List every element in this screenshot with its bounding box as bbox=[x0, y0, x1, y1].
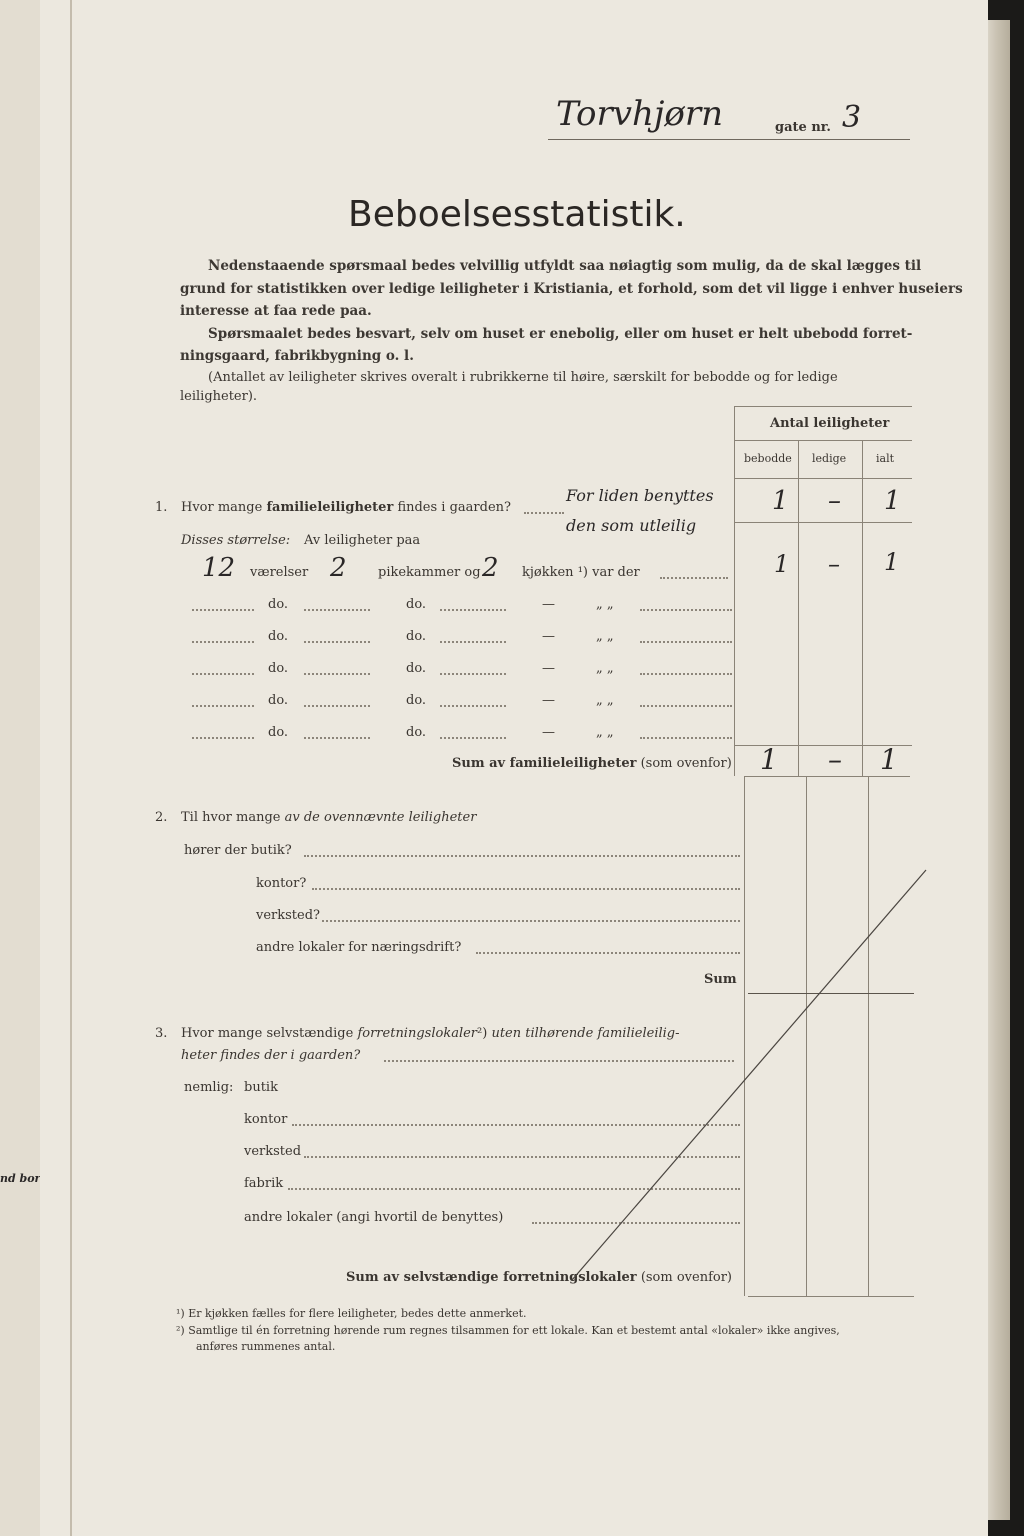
intro-line: interesse at faa rede paa. bbox=[180, 303, 372, 319]
intro-line: leiligheter). bbox=[180, 389, 258, 404]
q1-sum-bebodde: 1 bbox=[760, 743, 778, 776]
q2-question: Til hvor mange av de ovennævnte leiligheter bbox=[181, 810, 477, 825]
q1-sum-ledige: – bbox=[828, 743, 842, 776]
do-label: do. bbox=[406, 661, 427, 676]
q3-question: Hvor mange selvstændige forretningslokaler²) uten tilhørende familieleilig- bbox=[181, 1026, 680, 1041]
size-field-line bbox=[440, 609, 506, 611]
do-label: do. bbox=[406, 629, 427, 644]
size-field-line bbox=[192, 673, 254, 675]
q1-question: Hvor mange familieleiligheter findes i gaarden? bbox=[181, 500, 511, 515]
intro-line: ningsgaard, fabrikbygning o. l. bbox=[180, 348, 414, 364]
q1-sum-ialt: 1 bbox=[880, 743, 898, 776]
table-header-rule bbox=[734, 478, 912, 479]
q2-item: verksted? bbox=[256, 908, 321, 923]
size-field-line bbox=[304, 609, 370, 611]
strike-through-line bbox=[560, 860, 940, 1300]
rooms-label: værelser bbox=[250, 565, 309, 580]
q2-item: andre lokaler for næringsdrift? bbox=[256, 940, 462, 955]
table-top-rule bbox=[734, 406, 912, 407]
ditto-mark: „ „ bbox=[596, 725, 614, 740]
ditto-mark: „ „ bbox=[596, 661, 614, 676]
size-field-line bbox=[304, 705, 370, 707]
table-group-header: Antal leiligheter bbox=[770, 416, 890, 431]
col-header-ialt: ialt bbox=[876, 452, 895, 465]
dash-mark: — bbox=[542, 629, 555, 644]
do-label: do. bbox=[268, 725, 289, 740]
q3-item: fabrik bbox=[244, 1176, 284, 1191]
intro-line: (Antallet av leiligheter skrives overalt i rubrikkerne til høire, særskilt for bebodde og for ledige bbox=[208, 370, 838, 385]
q3-item: kontor bbox=[244, 1112, 288, 1127]
size-field-line bbox=[440, 705, 506, 707]
table-header-rule bbox=[734, 440, 912, 441]
row1-ledige: – bbox=[828, 550, 840, 578]
q3-item: verksted bbox=[244, 1144, 302, 1159]
table-row-rule bbox=[734, 522, 912, 523]
q1-sum-label: Sum av familieleiligheter (som ovenfor) bbox=[452, 756, 732, 771]
do-label: do. bbox=[268, 597, 289, 612]
ditto-mark: „ „ bbox=[596, 693, 614, 708]
pike-label: pikekammer og bbox=[378, 565, 481, 580]
do-label: do. bbox=[406, 725, 427, 740]
q3-item: andre lokaler (angi hvortil de benyttes) bbox=[244, 1210, 504, 1225]
col-header-ledige: ledige bbox=[812, 452, 847, 465]
col-header-bebodde: bebodde bbox=[744, 452, 792, 465]
street-underline bbox=[548, 139, 910, 140]
size-field-line bbox=[192, 641, 254, 643]
q1-ledige: – bbox=[828, 486, 841, 516]
intro-line: Nedenstaaende spørsmaal bedes velvillig utfyldt saa nøiagtig som mulig, da de skal lægges til bbox=[208, 258, 922, 274]
q1-sizes-text: Av leiligheter paa bbox=[304, 533, 421, 548]
footnote-1: ¹) Er kjøkken fælles for flere leiligheter, bedes dette anmerket. bbox=[176, 1307, 527, 1320]
table-rule bbox=[734, 406, 735, 776]
do-label: do. bbox=[406, 693, 427, 708]
page-fold bbox=[70, 0, 72, 1536]
dash-mark: — bbox=[542, 597, 555, 612]
table-rule bbox=[798, 440, 799, 776]
do-label: do. bbox=[406, 597, 427, 612]
do-label: do. bbox=[268, 661, 289, 676]
size-field-line bbox=[440, 641, 506, 643]
footnote-2: ²) Samtlige til én forretning hørende rum regnes tilsammen for ett lokale. Kan et bestemt antal «lokaler» ikke angives, bbox=[176, 1324, 840, 1337]
intro-line: Spørsmaalet bedes besvart, selv om huset er enebolig, eller om huset er helt ubebodd forret- bbox=[208, 326, 913, 342]
q3-nemlig: nemlig: bbox=[184, 1080, 234, 1095]
dash-mark: — bbox=[542, 725, 555, 740]
size-field-line bbox=[440, 673, 506, 675]
q1-note: For liden benyttes bbox=[566, 486, 714, 505]
q3-sum-label: Sum av selvstændige forretningslokaler (som ovenfor) bbox=[346, 1270, 733, 1285]
size-field-line bbox=[304, 673, 370, 675]
dash-mark: — bbox=[542, 693, 555, 708]
page-edge bbox=[988, 20, 1010, 1520]
q2-item: hører der butik? bbox=[184, 843, 292, 858]
street-number: 3 bbox=[842, 100, 862, 135]
kitchen-label: kjøkken ¹) var der bbox=[522, 565, 640, 580]
leader-dots bbox=[640, 737, 732, 739]
size-field-line bbox=[304, 737, 370, 739]
q2-sum-label: Sum bbox=[704, 972, 737, 987]
row1-bebodde: 1 bbox=[774, 550, 790, 578]
leader-dots bbox=[640, 609, 732, 611]
leader-dots bbox=[640, 673, 732, 675]
gate-label: gate nr. bbox=[775, 120, 831, 135]
q3-number: 3. bbox=[155, 1026, 168, 1041]
q1-sizes-label: Disses størrelse: bbox=[181, 533, 291, 548]
table-rule bbox=[862, 440, 863, 776]
street-name: Torvhjørn bbox=[556, 94, 724, 134]
q1-number: 1. bbox=[155, 500, 168, 515]
size-field-line bbox=[192, 705, 254, 707]
q3-question-cont: heter findes der i gaarden? bbox=[181, 1048, 361, 1063]
ditto-mark: „ „ bbox=[596, 629, 614, 644]
adjacent-page-strip bbox=[0, 0, 40, 1536]
size-field-line bbox=[192, 609, 254, 611]
ditto-mark: „ „ bbox=[596, 597, 614, 612]
intro-line: grund for statistikken over ledige leiligheter i Kristiania, et forhold, som det vil ligge i enhver huseiers bbox=[180, 281, 963, 297]
q2-number: 2. bbox=[155, 810, 168, 825]
dash-mark: — bbox=[542, 661, 555, 676]
q3-item: butik bbox=[244, 1080, 278, 1095]
table-row-rule bbox=[744, 776, 910, 777]
size-field-line bbox=[440, 737, 506, 739]
page-title: Beboelsesstatistik. bbox=[348, 194, 686, 235]
size-field-line bbox=[192, 737, 254, 739]
leader-dots bbox=[640, 641, 732, 643]
do-label: do. bbox=[268, 629, 289, 644]
size-field-line bbox=[304, 641, 370, 643]
pike-count: 2 bbox=[330, 553, 347, 583]
rooms-count: 12 bbox=[202, 553, 236, 583]
q1-bebodde: 1 bbox=[772, 486, 789, 516]
row1-ialt: 1 bbox=[884, 548, 900, 576]
q1-ialt: 1 bbox=[884, 486, 901, 516]
do-label: do. bbox=[268, 693, 289, 708]
leader-dots bbox=[640, 705, 732, 707]
q1-note: den som utleilig bbox=[566, 516, 697, 535]
margin-fragment: nd bor bbox=[0, 1172, 41, 1185]
q2-item: kontor? bbox=[256, 876, 307, 891]
leader-dots bbox=[660, 577, 728, 579]
kitchen-count: 2 bbox=[482, 553, 499, 583]
footnote-2-cont: anføres rummenes antal. bbox=[196, 1340, 336, 1353]
leader-dots bbox=[524, 512, 564, 514]
leader-dots bbox=[304, 855, 740, 857]
